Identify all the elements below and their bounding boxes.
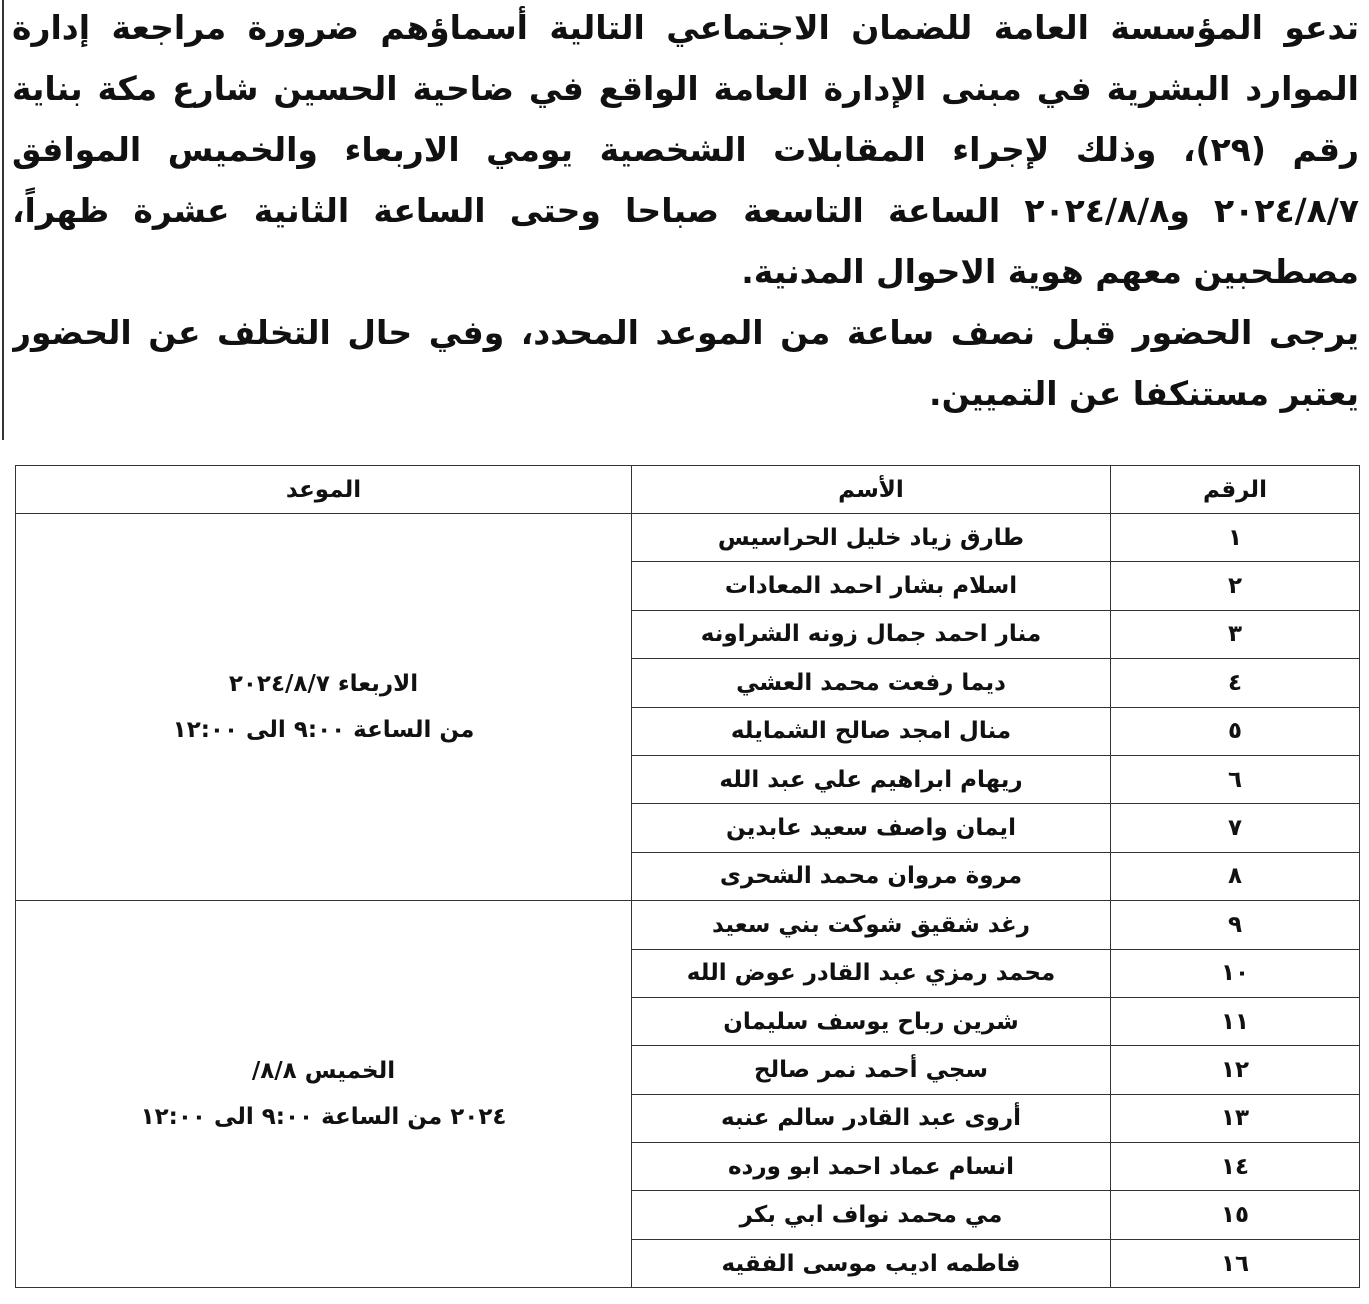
header-appointment: الموعد xyxy=(16,466,632,514)
row-name: أروى عبد القادر سالم عنبه xyxy=(632,1094,1111,1142)
table-row xyxy=(16,901,1360,949)
row-number: ٤ xyxy=(1111,659,1360,707)
row-name: اسلام بشار احمد المعادات xyxy=(632,562,1111,610)
notice-line: يعتبر مستنكفا عن التميين. xyxy=(929,374,1359,413)
notice-line: تدعو المؤسسة العامة للضمان الاجتماعي التالية أسماؤهم ضرورة مراجعة إدارة xyxy=(12,8,1359,47)
row-name: منال امجد صالح الشمايله xyxy=(632,707,1111,755)
notice-line: يرجى الحضور قبل نصف ساعة من الموعد المحدد، وفي حال التخلف عن الحضور xyxy=(12,313,1359,352)
appointment-day: الخميس ٨/٨/ xyxy=(251,1058,396,1085)
row-number: ٢ xyxy=(1111,562,1360,610)
row-number: ٩ xyxy=(1111,901,1360,949)
row-number: ١ xyxy=(1111,514,1360,562)
row-number: ٨ xyxy=(1111,852,1360,900)
header-name: الأسم xyxy=(632,466,1111,514)
row-name: ديما رفعت محمد العشي xyxy=(632,659,1111,707)
row-name: منار احمد جمال زونه الشراونه xyxy=(632,610,1111,658)
row-number: ٥ xyxy=(1111,707,1360,755)
notice-paragraph xyxy=(12,0,1359,427)
row-name: انسام عماد احمد ابو ورده xyxy=(632,1143,1111,1191)
row-number: ١٠ xyxy=(1111,949,1360,997)
row-number: ١٥ xyxy=(1111,1191,1360,1239)
row-name: مي محمد نواف ابي بكر xyxy=(632,1191,1111,1239)
row-number: ٦ xyxy=(1111,755,1360,803)
notice-line: الموارد البشرية في مبنى الإدارة العامة الواقع في ضاحية الحسين شارع مكة بناية xyxy=(12,69,1359,108)
row-name: مروة مروان محمد الشحرى xyxy=(632,852,1111,900)
row-number: ١٦ xyxy=(1111,1239,1360,1287)
row-number: ٧ xyxy=(1111,804,1360,852)
notice-line: رقم (٢٩)، وذلك لإجراء المقابلات الشخصية يومي الاربعاء والخميس الموافق xyxy=(12,130,1359,169)
candidates-table xyxy=(15,465,1360,1288)
appointment-time: من الساعة ٩:٠٠ الى ١٢:٠٠ xyxy=(172,717,475,744)
row-name: شرين رباح يوسف سليمان xyxy=(632,997,1111,1045)
table-row xyxy=(16,514,1360,562)
appointment-day: الاربعاء ٢٠٢٤/٨/٧ xyxy=(228,671,419,698)
row-name: ايمان واصف سعيد عابدين xyxy=(632,804,1111,852)
row-name: محمد رمزي عبد القادر عوض الله xyxy=(632,949,1111,997)
row-number: ١٢ xyxy=(1111,1046,1360,1094)
row-name: سجي أحمد نمر صالح xyxy=(632,1046,1111,1094)
table-header-row xyxy=(16,466,1360,514)
appointment-cell xyxy=(16,901,632,1288)
row-name: فاطمه اديب موسى الفقيه xyxy=(632,1239,1111,1287)
row-number: ١٣ xyxy=(1111,1094,1360,1142)
notice-line: ٢٠٢٤/٨/٧ و٢٠٢٤/٨/٨ الساعة التاسعة صباحا وحتى الساعة الثانية عشرة ظهراً، xyxy=(12,191,1359,230)
row-name: رغد شقيق شوكت بني سعيد xyxy=(632,901,1111,949)
row-number: ١١ xyxy=(1111,997,1360,1045)
row-name: ريهام ابراهيم علي عبد الله xyxy=(632,755,1111,803)
row-number: ٣ xyxy=(1111,610,1360,658)
appointment-cell xyxy=(16,514,632,901)
appointment-time: ٢٠٢٤ من الساعة ٩:٠٠ الى ١٢:٠٠ xyxy=(140,1104,507,1131)
row-name: طارق زياد خليل الحراسيس xyxy=(632,514,1111,562)
header-number: الرقم xyxy=(1111,466,1360,514)
row-number: ١٤ xyxy=(1111,1143,1360,1191)
notice-line: مصطحبين معهم هوية الاحوال المدنية. xyxy=(741,252,1359,291)
